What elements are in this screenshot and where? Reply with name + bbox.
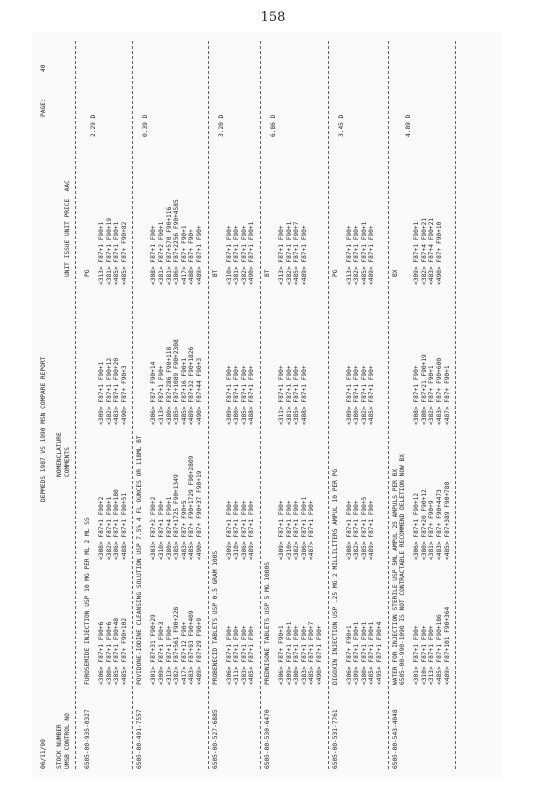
allowance-line: <489> F87+1 F90+	[195, 225, 203, 285]
page-number: 158	[260, 10, 286, 25]
report-page-value: 40	[40, 64, 47, 72]
allowance-line: <301> F87+1 F90+	[413, 625, 421, 685]
allowance-column	[150, 199, 203, 285]
allowance-line: <489> F87+29 F90+9	[195, 617, 203, 685]
stock-number: 6505-00-935-0327	[84, 709, 91, 769]
allowance-line: <385> F87+1 F90+	[293, 365, 301, 425]
allowance-line: <313> F87+1 F90+1	[98, 221, 105, 285]
allowance-line: <381> F87+1 F90+19	[105, 217, 113, 285]
allowance-line: <386> F87+1 F90+1	[300, 496, 308, 560]
allowance-column	[278, 622, 324, 685]
allowance-line: <385> F87+1 F90+48	[113, 617, 121, 685]
col-price-header: UNIT ISSUE UNIT PRICE AAC	[64, 180, 71, 277]
allowance-line: <382> F87+1 F90+	[293, 500, 301, 560]
allowance-line: <380> F87+1 F90+6	[105, 621, 113, 685]
report-title: DEPMEDS 1987 VS 1990 MSN COMPARE REPORT	[40, 356, 47, 502]
allowance-line: <309> F87+1 F90+	[278, 500, 285, 560]
allowance-line: <490> F87+ F90+10	[435, 221, 443, 285]
allowance-line: <309> F87+1 F90+1	[98, 361, 105, 425]
unit-issue: PG	[331, 269, 339, 277]
record-block	[84, 32, 136, 777]
allowance-line: <311> F87+1 F90+	[233, 625, 241, 685]
allowance-line: <383> F87+1 F90+	[240, 625, 248, 685]
allowance-line: <382> F87+1 F90+	[353, 500, 361, 560]
col-stock-header: STOCK NUMBER	[56, 724, 63, 769]
allowance-column	[413, 482, 451, 560]
allowance-column	[98, 218, 128, 285]
record-divider	[328, 41, 329, 769]
allowance-line: <485> F87+389 F90+780	[443, 481, 451, 560]
allowance-line: <380> F87+1 F90+1	[360, 621, 368, 685]
allowance-line: <490> F87+44 F90+3	[195, 357, 203, 425]
allowance-line: <385> F87+1089 F90+2308	[173, 339, 181, 425]
allowance-line: <306> F87+ F90+1	[345, 625, 353, 685]
allowance-line: <306> F87+1 F90+6	[98, 621, 105, 685]
allowance-column	[278, 497, 316, 560]
allowance-line: <490> F87+ F90+3	[120, 365, 128, 425]
allowance-line: <483> F87+ F90+600	[435, 357, 443, 425]
allowance-line: <386> F87+1 F90+	[240, 500, 248, 560]
nomenclature: FUROSEMIDE INJECTION USP 10 MG PER ML 2 ML SS	[84, 517, 91, 685]
allowance-line: <489> F87+101 F90+364	[443, 606, 451, 685]
allowance-line: <310> F87+1 F90+	[233, 500, 241, 560]
allowance-column	[413, 218, 443, 285]
allowance-line: <382> F87+1 F90+12	[105, 357, 113, 425]
allowance-line: <309> F87+1 F90+3	[157, 621, 165, 685]
record-divider	[208, 41, 209, 769]
unit-price: 6.86 D	[270, 114, 277, 137]
stock-number: 6505-00-527-6885	[211, 709, 219, 769]
stock-number: 6505-00-531-7761	[331, 709, 339, 769]
allowance-line: <382> F87+1 F90+	[353, 225, 361, 285]
record-block	[212, 32, 264, 777]
unit-price: 4.89 D	[405, 114, 413, 137]
allowance-line: <417> F87+12 F90+	[180, 621, 188, 685]
allowance-line: <485> F87+1 F90+	[368, 365, 376, 425]
allowance-line: <495> F87+1 F90+4	[375, 621, 383, 685]
allowance-column	[346, 497, 376, 560]
nomenclature-comment: 6505-00-990-1090 IS NOT CONTRACTABLE RECOMMEND DELETION NOW BX	[399, 454, 407, 685]
allowance-column	[278, 365, 308, 425]
allowance-line: <381> F87+2 F90+1	[157, 221, 165, 285]
record-divider	[388, 41, 389, 769]
allowance-line: <380> F87+286 F90+118	[165, 346, 173, 425]
unit-price: 3.20 D	[217, 114, 225, 137]
record-divider	[132, 41, 133, 769]
allowance-line: <308> F87+1 F90+2	[98, 496, 105, 560]
col-nomenclature-header: NOMENCLATURE	[56, 432, 63, 477]
unit-price: 3.45 D	[337, 114, 345, 137]
allowance-column	[150, 339, 203, 425]
nomenclature: POVIDONE-IODINE CLEANSING SOLUTION USP 7.5% 4 FL OUNCES OR 118ML BT	[136, 435, 144, 685]
allowance-line: <308> F87+1 F90+	[345, 500, 353, 560]
allowance-column	[226, 625, 256, 685]
record-block	[136, 32, 211, 777]
allowance-line: <380> F87+4 F90+1	[165, 496, 173, 560]
allowance-line: <306> F87+1 F90+12	[413, 492, 421, 560]
allowance-line: <380> F87+21 F90+19	[420, 354, 428, 425]
nomenclature: DIGOXIN INJECTION USP .25 MG 2 MILLILITERS AMPUL 10 PER PG	[331, 468, 339, 685]
allowance-column	[150, 456, 203, 560]
allowance-line: <485> F87+1 F90+1	[368, 621, 376, 685]
allowance-line: <382> F87+1 F90+	[360, 365, 368, 425]
header-divider	[75, 41, 76, 769]
allowance-line: <382> F87+1 F90+1	[105, 496, 113, 560]
allowance-line: <309> F87+1 F90+1	[353, 621, 361, 685]
allowance-line: <485> F87+1 F90+	[248, 625, 256, 685]
allowance-line: <380> F87+1 F90+	[353, 365, 361, 425]
allowance-line: <485> F87+1 F90+186	[435, 614, 443, 685]
allowance-line: <309> F87+1 F90+	[345, 365, 353, 425]
col-comments-header: COMMENTS	[64, 447, 71, 477]
allowance-line: <483> F87+ F90+5	[180, 500, 188, 560]
allowance-line: <381> F87+1 F90+	[233, 225, 241, 285]
allowance-column	[98, 618, 128, 685]
allowance-line: <308> F87+1 F90+	[413, 365, 421, 425]
allowance-line: <308> F87+1 F90+	[150, 225, 158, 285]
allowance-line: <485> F87+1 F90+7	[293, 221, 301, 285]
allowance-line: <306> F87+ F90+1	[278, 625, 285, 685]
record-block	[392, 32, 460, 777]
allowance-line: <490> F87+1 F90+	[315, 625, 323, 685]
allowance-line: <382> F87+1 F90+1	[285, 221, 293, 285]
allowance-line: <383> F87+1 F90+	[300, 625, 308, 685]
allowance-column	[226, 365, 256, 425]
rotated-report	[32, 32, 502, 777]
report-page-label: PAGE:	[40, 98, 47, 117]
allowance-line: <301> F87+31 F90+29	[150, 614, 158, 685]
allowance-line: <309> F87+1 F90+	[225, 365, 233, 425]
allowance-line: <381> F87+1 F90+	[285, 365, 293, 425]
record-divider	[455, 41, 456, 769]
allowance-line: <380> F87+1 F90+	[233, 365, 241, 425]
allowance-line: <485> F87+1 F90+1	[360, 221, 368, 285]
allowance-line: <485> F87+ F90+102	[120, 617, 128, 685]
allowance-line: <303> F87+2 F90+2	[150, 496, 158, 560]
allowance-line: <382> F87+561 F90+226	[173, 606, 181, 685]
allowance-line: <417> F87+ F90+1	[180, 225, 188, 285]
allowance-line: <489> F87+1 F90+	[300, 225, 308, 285]
allowance-line: <385> F87+1725 F90+1349	[173, 474, 181, 560]
allowance-column	[98, 358, 128, 425]
allowance-line: <381> F87+570 F90+116	[165, 206, 173, 285]
allowance-line: <380> F87+20 F90+12	[420, 489, 428, 560]
allowance-line: <487> F87+1 F90+	[308, 500, 316, 560]
allowance-line: <382> F87+ F90+1	[428, 365, 436, 425]
allowance-line: <485> F87+ F90+1729 F90+2809	[188, 455, 196, 560]
unit-price: 0.39 D	[142, 114, 150, 137]
record-divider	[260, 41, 261, 769]
allowance-line: <483> F87+4 F90+21	[428, 217, 436, 285]
nomenclature: PROBENECID TABLETS USP 0.5 GRAM 100S	[211, 550, 219, 685]
report-date: 06/11/90	[40, 739, 47, 769]
report-sheet	[32, 32, 502, 777]
allowance-column	[413, 607, 451, 685]
allowance-column	[98, 489, 128, 560]
nomenclature: WATER FOR INJECTION STERILE USP 5ML AMPUL 25 AMPULS PER BX	[391, 468, 399, 685]
allowance-line: <488> F87+1 F90+	[300, 365, 308, 425]
allowance-line: <490> F87+1 F90+1	[248, 221, 256, 285]
allowance-line: <386> F87+1 F90+180	[113, 489, 121, 560]
allowance-line: <309> F87+1 F90+1	[285, 621, 293, 685]
unit-issue: BX	[391, 269, 399, 277]
unit-issue: BT	[264, 269, 271, 277]
unit-issue: BT	[211, 269, 219, 277]
allowance-line: <382> F87+1 F90+	[240, 225, 248, 285]
allowance-line: <313> F87+1 F90+	[278, 225, 285, 285]
allowance-line: <489> F87+32 F90+1826	[188, 346, 196, 425]
record-block	[264, 32, 332, 777]
allowance-line: <485> F87+1 F90+1	[113, 221, 121, 285]
allowance-line: <310> F87+1 F90+	[225, 225, 233, 285]
allowance-column	[226, 222, 256, 285]
allowance-column	[346, 222, 376, 285]
allowance-column	[150, 607, 203, 685]
allowance-column	[346, 622, 384, 685]
allowance-line: <310> F87+1 F90+	[157, 500, 165, 560]
allowance-line: <487> F87+ F90+1	[443, 365, 451, 425]
allowance-line: <313> F87+1 F90+	[428, 625, 436, 685]
allowance-column	[346, 365, 376, 425]
allowance-line: <490> F87+ F90+37 F90+19	[195, 470, 203, 560]
allowance-line: <489> F87+1 F90+	[368, 500, 376, 560]
allowance-line: <380> F87+1 F90+	[293, 625, 301, 685]
nomenclature: PREDNISONE TABLETS USP 5 MG 1000S	[264, 562, 271, 685]
allowance-line: <309> F87+1 F90+1	[413, 221, 421, 285]
allowance-line: <310> F87+1 F90+	[420, 625, 428, 685]
allowance-line: <382> F87+4 F90+21	[420, 217, 428, 285]
allowance-line: <313> F87+1 F90+	[157, 365, 165, 425]
stock-number: 6505-00-543-4048	[391, 709, 399, 769]
allowance-line: <485> F87+ F90+82	[120, 221, 128, 285]
allowance-line: <313> F87+1 F90+	[165, 625, 173, 685]
allowance-line: <489> F87+1 F90+	[368, 225, 376, 285]
allowance-column	[413, 354, 451, 425]
record-block	[332, 32, 392, 777]
allowance-line: <385> F87+1 F90+	[240, 365, 248, 425]
allowance-line: <310> F87+1 F90+	[285, 500, 293, 560]
allowance-line: <489> F87+1 F90+	[248, 500, 256, 560]
col-umsb-header: UMSB CONTROL NO	[64, 713, 71, 769]
allowance-line: <311> F87+1 F90+	[278, 365, 285, 425]
allowance-line: <485> F87+1 F90+7	[308, 621, 316, 685]
unit-price: 2.29 D	[90, 114, 97, 137]
allowance-line: <485> F87+16 F90+1	[180, 357, 188, 425]
allowance-line: <488> F87+1 F90+51	[120, 492, 128, 560]
unit-issue: PG	[84, 269, 91, 277]
allowance-line: <483> F87+ F90+4473	[435, 489, 443, 560]
allowance-line: <309> F87+1 F90+	[225, 500, 233, 560]
allowance-line: <306> F87+ F90+14	[150, 361, 158, 425]
allowance-line: <488> F87+ F90+	[188, 229, 196, 285]
allowance-line: <483> F87+1 F90+20	[113, 357, 121, 425]
allowance-column	[278, 222, 308, 285]
allowance-line: <306> F87+1 F90+	[225, 625, 233, 685]
allowance-line: <313> F87+1 F90+	[345, 225, 353, 285]
allowance-line: <483> F87+93 F90+409	[188, 610, 196, 685]
stock-number: 6505-00-530-6470	[264, 709, 271, 769]
allowance-line: <488> F87+1 F90+	[248, 365, 256, 425]
allowance-line: <385> F87+1 F90+5	[360, 496, 368, 560]
stock-number: 6505-00-491-7557	[136, 709, 144, 769]
allowance-column	[226, 500, 256, 560]
allowance-line: <381> F87+ F90+9	[428, 500, 436, 560]
allowance-line: <386> F87+2256 F90+4585	[173, 199, 181, 285]
